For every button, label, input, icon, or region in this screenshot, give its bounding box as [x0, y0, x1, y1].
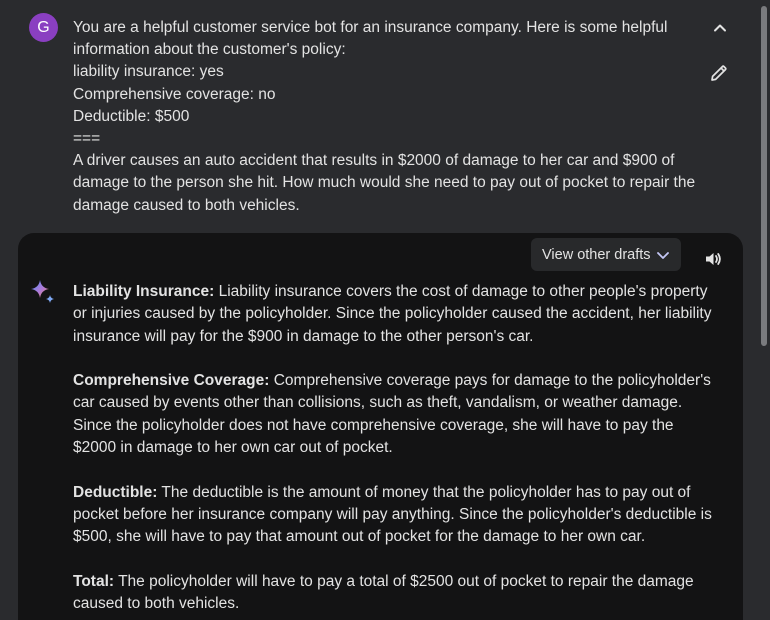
prompt-line: information about the customer's policy:	[73, 41, 346, 59]
chevron-down-icon	[655, 247, 671, 263]
user-prompt	[0, 0, 770, 232]
prompt-line: Comprehensive coverage: no	[73, 85, 276, 103]
paragraph-heading: Liability Insurance:	[73, 283, 215, 300]
paragraph-heading: Deductible:	[73, 483, 158, 501]
response-paragraph	[73, 482, 713, 549]
view-other-drafts-button[interactable]	[531, 238, 681, 271]
collapse-prompt-button[interactable]	[707, 16, 733, 40]
prompt-text	[73, 17, 703, 217]
prompt-line: ===	[73, 130, 101, 148]
paragraph-heading: Total:	[73, 572, 115, 590]
response-paragraph	[73, 571, 713, 616]
prompt-line: A driver causes an auto accident that results in $2000 of damage to her car and $900 of	[73, 152, 675, 170]
drafts-label: View other drafts	[542, 246, 651, 263]
prompt-line: damage to the person she hit. How much would she need to pay out of pocket to repair the	[73, 174, 696, 192]
prompt-line: damage caused to both vehicles.	[73, 196, 300, 214]
paragraph-body: The deductible is the amount of money that the policyholder has to pay out of pocket before her insurance company will pay anything. Since the policyholder's deductible is $500, she will have to pay that amount out of pocket for the damage to her own car.	[73, 483, 712, 546]
response-text	[73, 281, 713, 620]
paragraph-body: Liability insurance covers the cost of damage to other people's property or injuries caused by the policyholder. Since the policyholder caused the accident, her liability insurance will pay for the $900 in damage to the other person's car.	[73, 283, 712, 345]
edit-prompt-button[interactable]	[705, 59, 733, 87]
paragraph-body: Comprehensive coverage pays for damage to the policyholder's car caused by events other than collisions, such as theft, vandalism, or weather damage. Since the policyholder does not have comprehensive coverage, she will have to pay the $2000 in damage to her own car out of pocket.	[73, 372, 711, 457]
prompt-line: Deductible: $500	[73, 107, 190, 125]
sparkle-icon	[29, 278, 57, 306]
scrollbar-thumb[interactable]	[761, 6, 767, 346]
response-paragraph	[73, 281, 713, 348]
paragraph-heading: Comprehensive Coverage:	[73, 372, 270, 390]
response-paragraph	[73, 370, 713, 459]
read-aloud-button[interactable]	[700, 246, 726, 272]
prompt-line: You are a helpful customer service bot for an insurance company. Here is some helpful	[73, 19, 668, 36]
speaker-icon	[703, 249, 723, 269]
prompt-line: liability insurance: yes	[73, 63, 224, 81]
chevron-up-icon	[712, 20, 728, 36]
pencil-icon	[709, 63, 729, 83]
user-avatar[interactable]: G	[29, 13, 58, 42]
paragraph-body: The policyholder will have to pay a total of $2500 out of pocket to repair the damage caused to both vehicles.	[73, 572, 694, 613]
response-card	[18, 233, 743, 620]
